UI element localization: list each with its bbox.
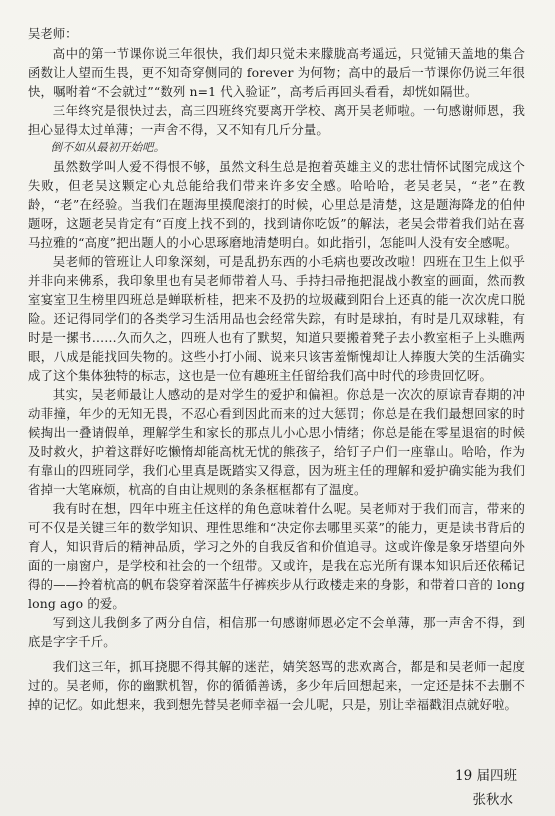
letter-paragraph-6: 其实，吴老师最让人感动的是对学生的爱护和偏袒。你总是一次次的原谅青春期的冲动菲撞，年少的无知无畏，不忍心看到因此而来的过大惩罚；你总是在我们最想回家的时候掏出一叠请假单，理解学生和家长的那点儿小心思小情绪；你总是能在零星退宿的时候及时救火，护着这群好吃懒惰却能高枕无忧的熊孩子，给钉子户们一座靠山。哈哈，作为有靠山的四班同学，我们心里真是既踏实又得意，因为班主任的理解和爱护确实能为我们省掉一大笔麻烦，杭高的自由让规则的条条框框都有了温度。 (28, 387, 525, 497)
letter-paragraph-2: 三年终究是很快过去，高三四班终究要离开学校、离开吴老师啦。一句感谢师恩，我担心显得太过单薄；一声舍不得，又不知有几斤分量。 (28, 103, 525, 137)
letter-paragraph-4: 虽然数学叫人爱不得恨不够，虽然文科生总是抱着英雄主义的悲壮情怀试图完成这个失败，但老吴这颗定心丸总能给我们带来许多安全感。哈哈哈，老吴老吴，“老”在教龄，“老”在经验。当我们在题海里摸爬滚打的时候，心里总是清楚，这是题海降龙的伯仲题呀，这题老吴肯定有“百度上找不到的，找到请你吃饭”的解法，老吴会带着我们站在喜马拉雅的“高度”把出题人的小心思琢磨地清楚明白。如此指引，怎能叫人没有安全感呢。 (28, 159, 525, 250)
letter-paragraph-5: 吴老师的管班让人印象深刻，可是乱扔东西的小毛病也要改改啦！四班在卫生上似乎并非向来佛系，我印象里也有吴老师带着人马、手持扫帚拖把混战小教室的画面，然而教室宴室卫生榜里四班总是蝉联析桂，把来不及扔的垃圾藏到阳台上还真的能一次次虎口脱险。还记得同学们的各类学习生活用品也会经常失踪，有时是球拍，有时是几双球鞋，有时是一摞书……久而久之，四班人也有了默契，知道只要搬着凳子去小教室柜子上头瞧两眼，八成是能找回失物的。这些小打小闹、说来只该害羞惭愧却让人捧腹大笑的生活确实成了这个集体独特的标志，这也是一位有趣班主任留给我们高中时代的珍贵回忆呀。 (28, 254, 525, 383)
signature-class: 19 届四班 (455, 768, 517, 784)
letter-paragraph-1: 高中的第一节课你说三年很快，我们却只觉未来朦胧高考遥远，只觉铺天盖地的集合函数让人望而生畏，更不知奇穿侧同的 forever 为何物；高中的最后一节课你仍说三年很快，嘱咐着“不会就过”“数列 n=1 代入验证”，高考后再回头看看，却恍如隔世。 (28, 46, 525, 99)
letter-paragraph-8: 写到这儿我倒多了两分自信，相信那一句感谢师恩必定不会单薄，那一声舍不得，到底是字字千斤。 (28, 615, 525, 649)
letter-salutation: 吴老师： (28, 26, 78, 41)
letter-paragraph-7: 我有时在想，四年中班主任这样的角色意味着什么呢。吴老师对于我们而言，带来的可不仅是关键三年的数学知识、理性思维和“决定你去哪里买菜”的能力，更是读书背后的育人，知识背后的精神品质，学习之外的自我反省和价值追寻。这或许像是象牙塔望向外面的一扇窗户，是学校和社会的一个纽带。又或许，是我在忘光所有课本知识后还依稀记得的——拎着杭高的帆布袋穿着深蓝牛仔裤疾步从行政楼走来的身影，和带着口音的 long long ago 的爱。 (28, 501, 525, 611)
letter-paragraph-9: 我们这三年，抓耳挠腮不得其解的迷茫，婧笑怒骂的悲欢离合，都是和吴老师一起度过的。吴老师，你的幽默机智，你的循循善诱，多少年后回想起来，一定还是抹不去删不掉的记忆。如此想来，我到想先替吴老师幸福一会儿呢，只是，别让幸福戳泪点就好啦。 (28, 659, 525, 712)
letter-paragraph-3: 倒不如从最初开始吧。 (50, 141, 166, 154)
signature-name: 张秋水 (472, 792, 513, 808)
